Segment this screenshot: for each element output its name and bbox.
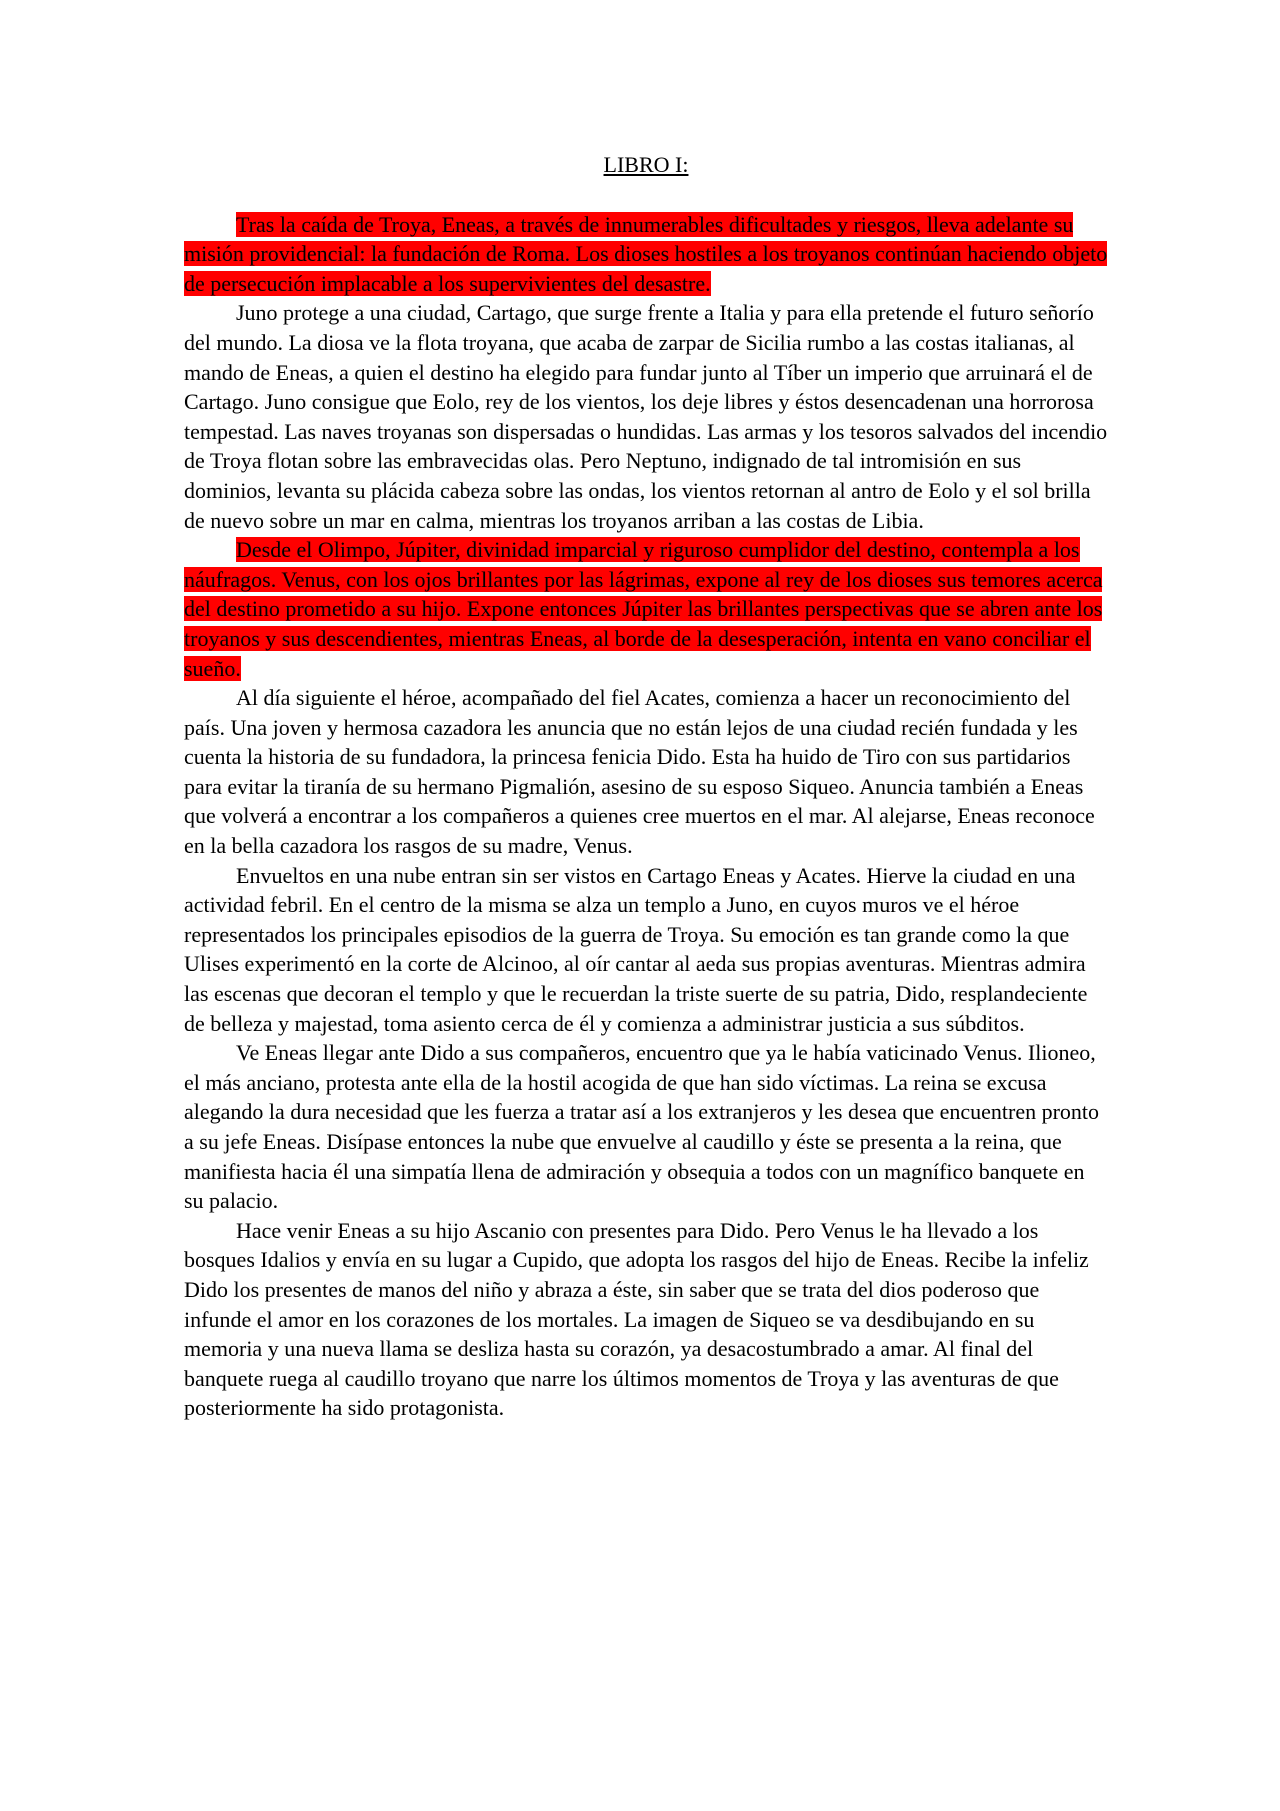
paragraph-2: [184, 298, 1108, 535]
paragraph-text: Envueltos en una nube entran sin ser vistos en Cartago Eneas y Acates. Hierve la ciudad en una actividad febril. En el centro de la misma se alza un templo a Juno, en cuyos muros ve el héroe representados los principales episodios de la guerra de Troya. Su emoción es tan grande como la que Ulises experimentó en la corte de Alcinoo, al oír cantar al aeda sus propias aventuras. Mientras admira las escenas que decoran el templo y que le recuerdan la triste suerte de su patria, Dido, resplandeciente de belleza y majestad, toma asiento cerca de él y comienza a administrar justicia a sus súbditos.: [184, 862, 1088, 1036]
chapter-heading: LIBRO I:: [603, 152, 689, 177]
paragraph-5: [184, 861, 1108, 1039]
paragraph-4: [184, 683, 1108, 861]
paragraph-text: Al día siguiente el héroe, acompañado del fiel Acates, comienza a hacer un reconocimiento del país. Una joven y hermosa cazadora les anuncia que no están lejos de una ciudad recién fundada y les cuenta la historia de su fundadora, la princesa fenicia Dido. Esta ha huido de Tiro con sus partidarios para evitar la tiranía de su hermano Pigmalión, asesino de su esposo Siqueo. Anuncia también a Eneas que volverá a encontrar a los compañeros a quienes cree muertos en el mar. Al alejarse, Eneas reconoce en la bella cazadora los rasgos de su madre, Venus.: [184, 685, 1095, 859]
paragraph-text: Hace venir Eneas a su hijo Ascanio con presentes para Dido. Pero Venus le ha llevado a los bosques Idalios y envía en su lugar a Cupido, que adopta los rasgos del hijo de Eneas. Recibe la infeliz Dido los presentes de manos del niño y abraza a éste, sin saber que se trata del dios poderoso que infunde el amor en los corazones de los mortales. La imagen de Siqueo se va desdibujando en su memoria y una nueva llama se desliza hasta su corazón, ya desacostumbrado a amar. Al final del banquete ruega al caudillo troyano que narre los últimos momentos de Troya y las aventuras de que posteriormente ha sido protagonista.: [184, 1217, 1089, 1421]
paragraph-text: Desde el Olimpo, Júpiter, divinidad imparcial y riguroso cumplidor del destino, contempla a los náufragos. Venus, con los ojos brillantes por las lágrimas, expone al rey de los dioses sus temores acerca del destino prometido a su hijo. Expone entonces Júpiter las brillantes perspectivas que se abren ante los troyanos y sus descendientes, mientras Eneas, al borde de la desesperación, intenta en vano conciliar el sueño.: [184, 537, 1103, 681]
paragraph-text: Tras la caída de Troya, Eneas, a través de innumerables dificultades y riesgos, lleva adelante su misión providencial: la fundación de Roma. Los dioses hostiles a los troyanos continúan haciendo objeto de persecución implacable a los supervivientes del desastre.: [184, 211, 1108, 296]
paragraph-7: [184, 1216, 1108, 1423]
document-page: [184, 150, 1108, 1423]
paragraph-text: Ve Eneas llegar ante Dido a sus compañeros, encuentro que ya le había vaticinado Venus. Ilioneo, el más anciano, protesta ante ella de la hostil acogida de que han sido víctimas. La reina se excusa alegando la dura necesidad que les fuerza a tratar así a los extranjeros y les desea que encuentren pronto a su jefe Eneas. Disípase entonces la nube que envuelve al caudillo y éste se presenta a la reina, que manifiesta hacia él una simpatía llena de admiración y obsequia a todos con un magnífico banquete en su palacio.: [184, 1040, 1100, 1214]
paragraph-text: Juno protege a una ciudad, Cartago, que surge frente a Italia y para ella pretende el futuro señorío del mundo. La diosa ve la flota troyana, que acaba de zarpar de Sicilia rumbo a las costas italianas, al mando de Eneas, a quien el destino ha elegido para fundar junto al Tíber un imperio que arruinará el de Cartago. Juno consigue que Eolo, rey de los vientos, los deje libres y éstos desencadenan una horrorosa tempestad. Las naves troyanas son dispersadas o hundidas. Las armas y los tesoros salvados del incendio de Troya flotan sobre las embravecidas olas. Pero Neptuno, indignado de tal intromisión en sus dominios, levanta su plácida cabeza sobre las ondas, los vientos retornan al antro de Eolo y el sol brilla de nuevo sobre un mar en calma, mientras los troyanos arriban a las costas de Libia.: [184, 300, 1108, 533]
paragraph-6: [184, 1038, 1108, 1216]
paragraph-1: [184, 210, 1108, 299]
paragraph-3: [184, 535, 1108, 683]
